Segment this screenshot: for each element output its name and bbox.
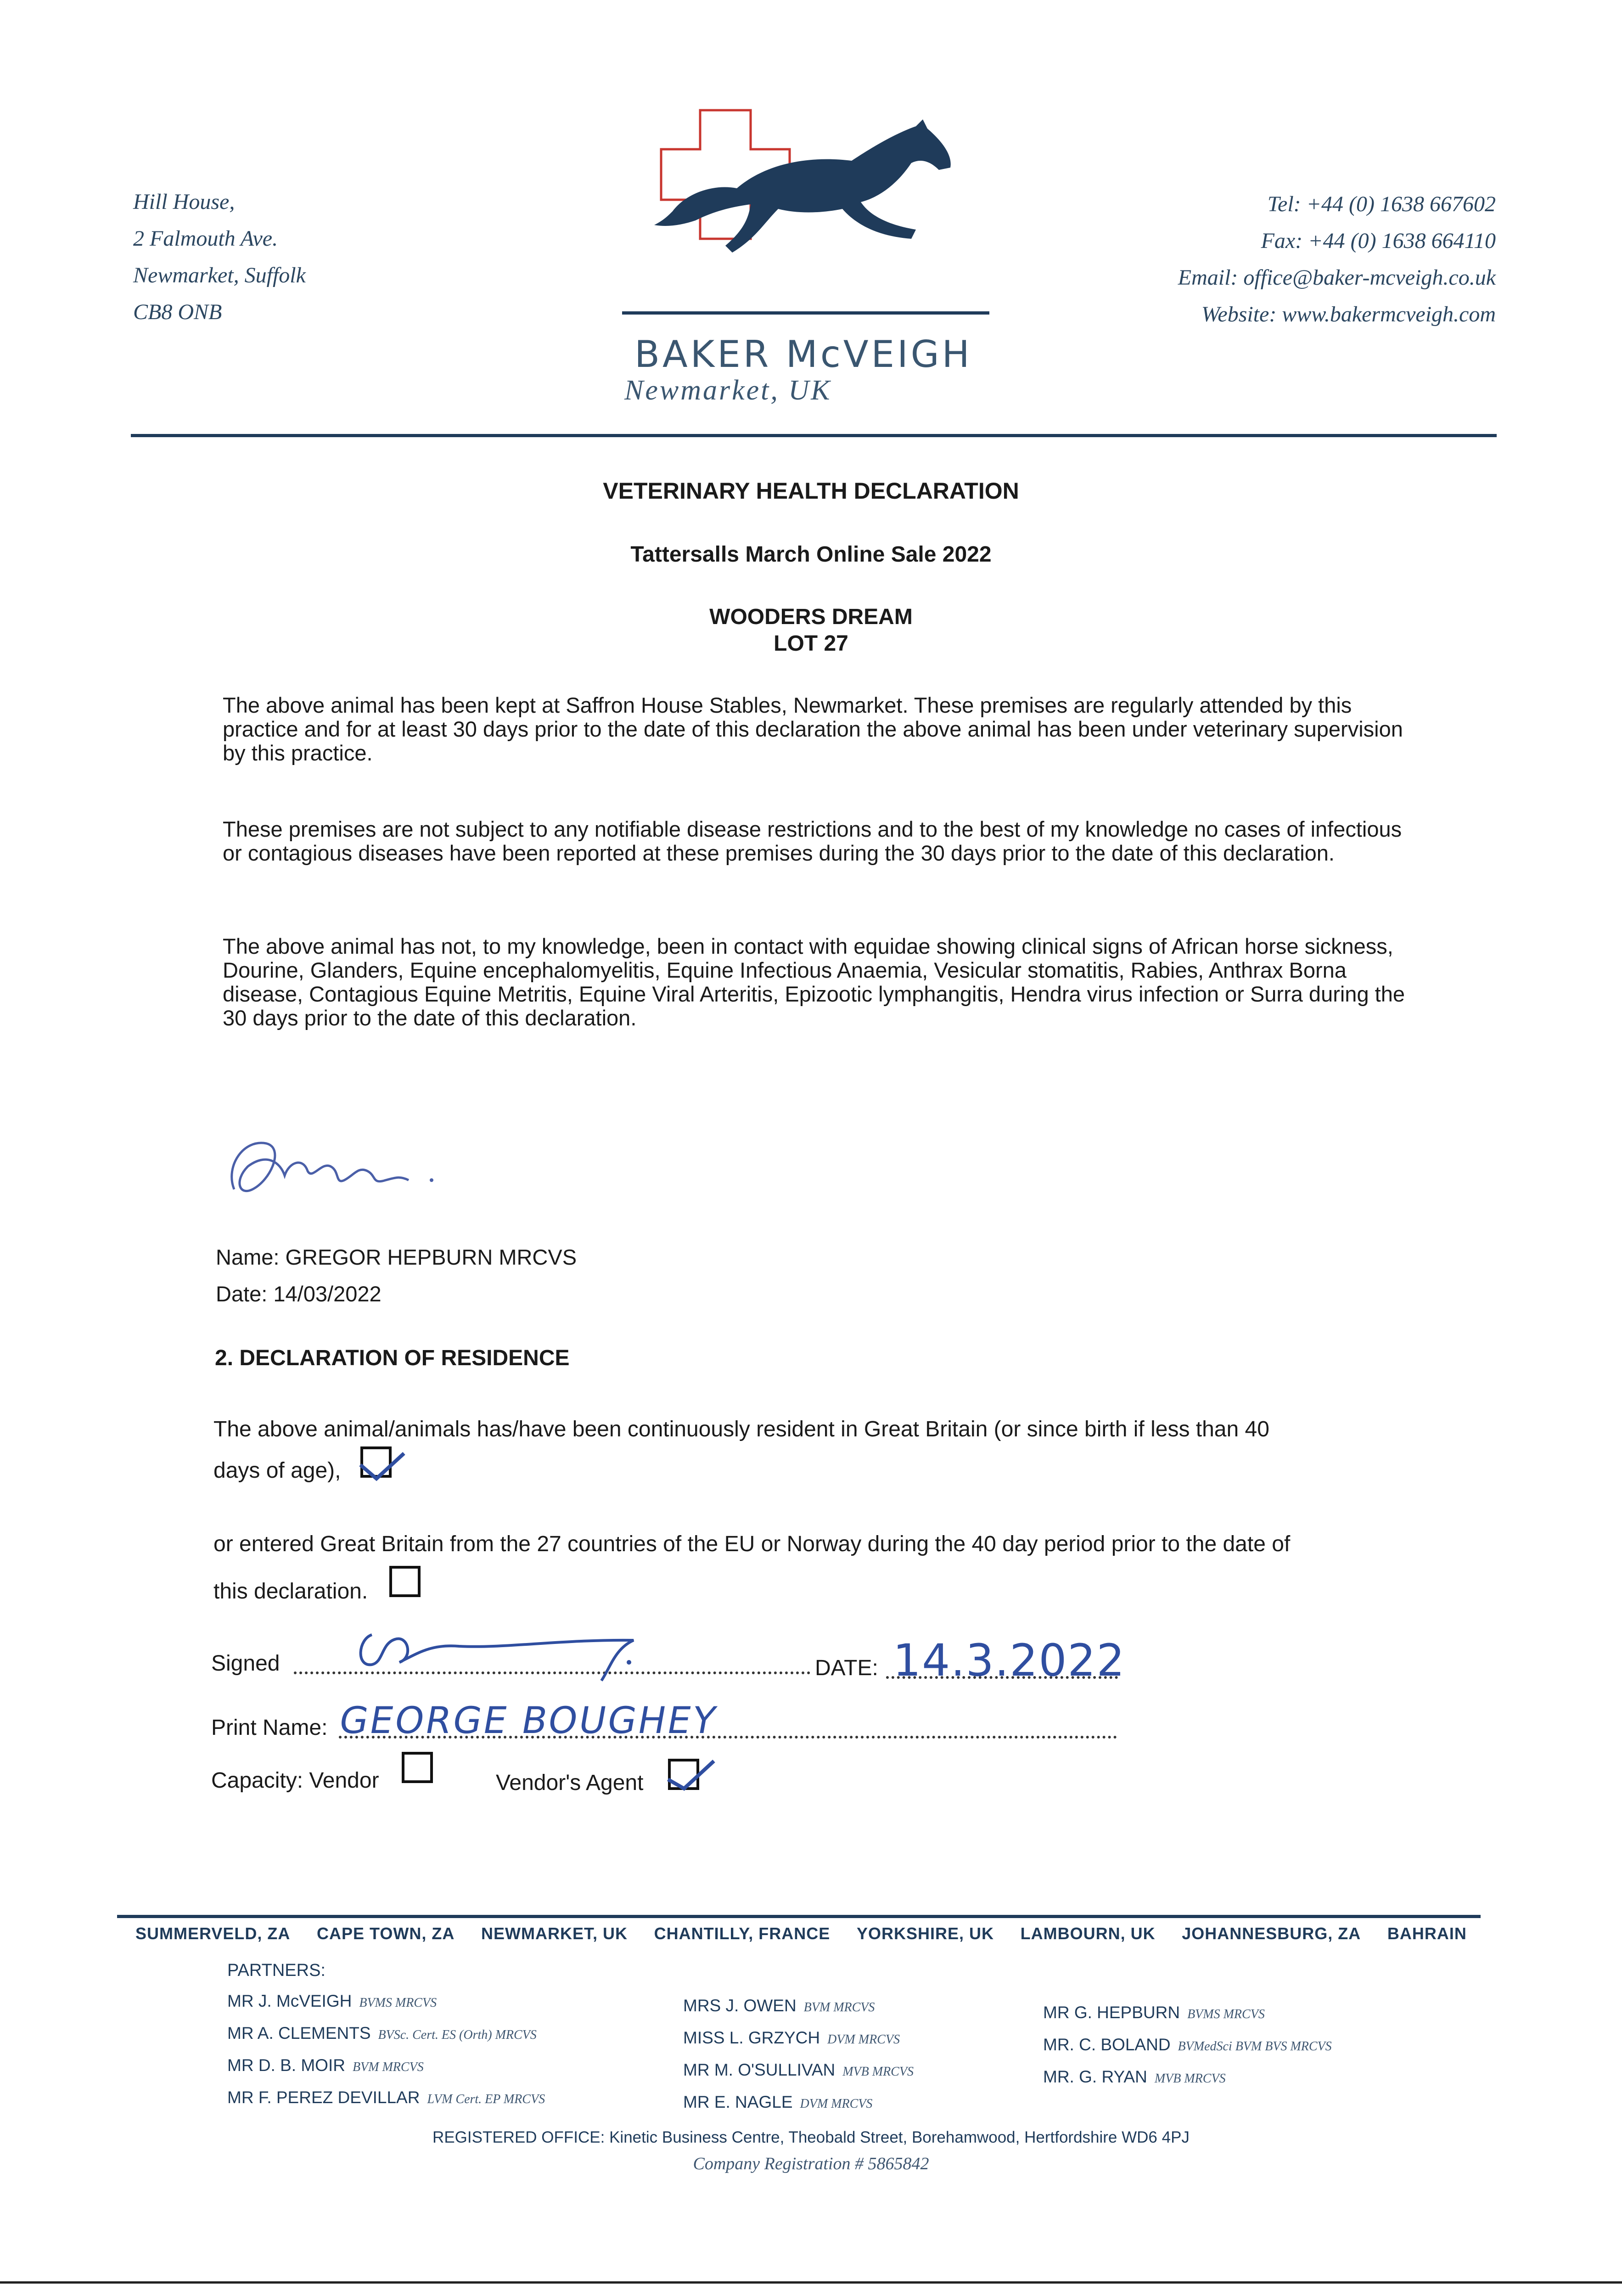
residence-text: The above animal/animals has/have been continuously resident in Great Britain (or since birth if less than 40 bbox=[213, 1417, 1269, 1441]
vendor-checkbox[interactable] bbox=[402, 1752, 433, 1783]
location: JOHANNESBURG, ZA bbox=[1182, 1924, 1361, 1943]
lot-number: LOT 27 bbox=[774, 631, 848, 656]
document-title: VETERINARY HEALTH DECLARATION bbox=[603, 478, 1019, 504]
residence-text: or entered Great Britain from the 27 countries of the EU or Norway during the 40 day period prior to the date of bbox=[213, 1532, 1291, 1556]
partner-entry: MR. G. RYAN MVB MRCVS bbox=[1043, 2067, 1226, 2086]
header-divider bbox=[131, 434, 1497, 437]
residence-heading: 2. DECLARATION OF RESIDENCE bbox=[215, 1346, 570, 1370]
location: SUMMERVELD, ZA bbox=[135, 1924, 291, 1943]
entered-checkbox[interactable] bbox=[389, 1566, 421, 1597]
partner-entry: MRS J. OWEN BVM MRCVS bbox=[683, 1996, 875, 2015]
partners-column bbox=[1043, 1998, 1332, 2094]
address-line: 2 Falmouth Ave. bbox=[133, 226, 278, 251]
sale-name: Tattersalls March Online Sale 2022 bbox=[630, 542, 992, 567]
vet-signature bbox=[216, 1111, 445, 1221]
date-label: DATE: bbox=[815, 1656, 878, 1680]
vet-date: Date: 14/03/2022 bbox=[216, 1282, 382, 1306]
location: CHANTILLY, FRANCE bbox=[654, 1924, 831, 1943]
brand-location: Newmarket, UK bbox=[624, 375, 832, 406]
address-line: CB8 ONB bbox=[133, 300, 222, 324]
location: BAHRAIN bbox=[1387, 1924, 1467, 1943]
checkmark-icon bbox=[661, 1752, 716, 1802]
registered-office: REGISTERED OFFICE: Kinetic Business Centre, Theobald Street, Borehamwood, Hertfordshire WD6 4PJ bbox=[432, 2128, 1190, 2146]
partner-entry: MR D. B. MOIR BVM MRCVS bbox=[227, 2056, 424, 2075]
residence-text: this declaration. bbox=[213, 1579, 368, 1604]
practice-address bbox=[133, 184, 306, 331]
declaration-paragraph: The above animal has not, to my knowledge, been in contact with equidae showing clinical signs of African horse sickness, Dourine, Glanders, Equine encephalomyelitis, Equine Infectious Anaemia, Vesicular stomatitis, Rabies, Anthrax Borna disease, Contagious Equine Metritis, Equine Viral Arteritis, Epizootic lymphangitis, Hendra virus infection or Surra during the 30 days prior to the date of this declaration. bbox=[223, 934, 1405, 1030]
contact-email: Email: office@baker-mcveigh.co.uk bbox=[1178, 265, 1496, 290]
partner-entry: MR. C. BOLAND BVMedSci BVM BVS MRCVS bbox=[1043, 2035, 1332, 2054]
partner-entry: MR J. McVEIGH BVMS MRCVS bbox=[227, 1992, 437, 2010]
capacity-vendor-label: Capacity: Vendor bbox=[211, 1768, 379, 1793]
partner-entry: MR E. NAGLE DVM MRCVS bbox=[683, 2093, 873, 2111]
vendors-agent-label: Vendor's Agent bbox=[496, 1771, 644, 1795]
red-cross-horse-logo bbox=[622, 106, 989, 321]
contact-fax: Fax: +44 (0) 1638 664110 bbox=[1261, 229, 1496, 253]
location: CAPE TOWN, ZA bbox=[317, 1924, 455, 1943]
office-locations bbox=[135, 1924, 1467, 1943]
partner-entry: MR F. PEREZ DEVILLAR LVM Cert. EP MRCVS bbox=[227, 2088, 545, 2107]
brand-name: BAKER McVEIGH bbox=[634, 333, 972, 376]
handwritten-print-name: GEORGE BOUGHEY bbox=[336, 1699, 721, 1742]
horse-lot bbox=[0, 604, 1622, 657]
signed-label: Signed bbox=[211, 1651, 280, 1676]
checkmark-icon bbox=[354, 1440, 409, 1490]
partners-column bbox=[683, 1991, 914, 2119]
location: LAMBOURN, UK bbox=[1020, 1924, 1156, 1943]
contact-phone: Tel: +44 (0) 1638 667602 bbox=[1267, 192, 1496, 216]
partners-column bbox=[227, 1986, 545, 2115]
partner-entry: MISS L. GRZYCH DVM MRCVS bbox=[683, 2028, 900, 2047]
location: YORKSHIRE, UK bbox=[856, 1924, 994, 1943]
contact-details bbox=[1178, 186, 1496, 333]
handwritten-date: 14.3.2022 bbox=[893, 1635, 1126, 1686]
footer-divider bbox=[117, 1915, 1481, 1918]
location: NEWMARKET, UK bbox=[481, 1924, 628, 1943]
declaration-paragraph: These premises are not subject to any notifiable disease restrictions and to the best of my knowledge no cases of infectious or contagious diseases have been reported at these premises during the 30 days prior to the date of this declaration. bbox=[223, 817, 1402, 865]
declaration-paragraph: The above animal has been kept at Saffron House Stables, Newmarket. These premises are regularly attended by this practice and for at least 30 days prior to the date of this declaration the above animal has been under veterinary supervision by this practice. bbox=[223, 693, 1403, 765]
scan-edge-line bbox=[0, 2281, 1622, 2284]
partner-entry: MR A. CLEMENTS BVSc. Cert. ES (Orth) MRCVS bbox=[227, 2024, 537, 2043]
contact-website: Website: www.bakermcveigh.com bbox=[1201, 302, 1496, 326]
address-line: Hill House, bbox=[133, 190, 235, 214]
address-line: Newmarket, Suffolk bbox=[133, 263, 306, 287]
vendor-signature bbox=[340, 1612, 730, 1690]
partner-entry: MR M. O'SULLIVAN MVB MRCVS bbox=[683, 2060, 914, 2079]
company-registration: Company Registration # 5865842 bbox=[693, 2154, 929, 2173]
print-name-label: Print Name: bbox=[211, 1716, 328, 1740]
horse-name: WOODERS DREAM bbox=[709, 605, 913, 629]
residence-text: days of age), bbox=[213, 1458, 341, 1483]
vet-name: Name: GREGOR HEPBURN MRCVS bbox=[216, 1245, 577, 1269]
partners-heading: PARTNERS: bbox=[227, 1961, 326, 1980]
partner-entry: MR G. HEPBURN BVMS MRCVS bbox=[1043, 2003, 1265, 2022]
